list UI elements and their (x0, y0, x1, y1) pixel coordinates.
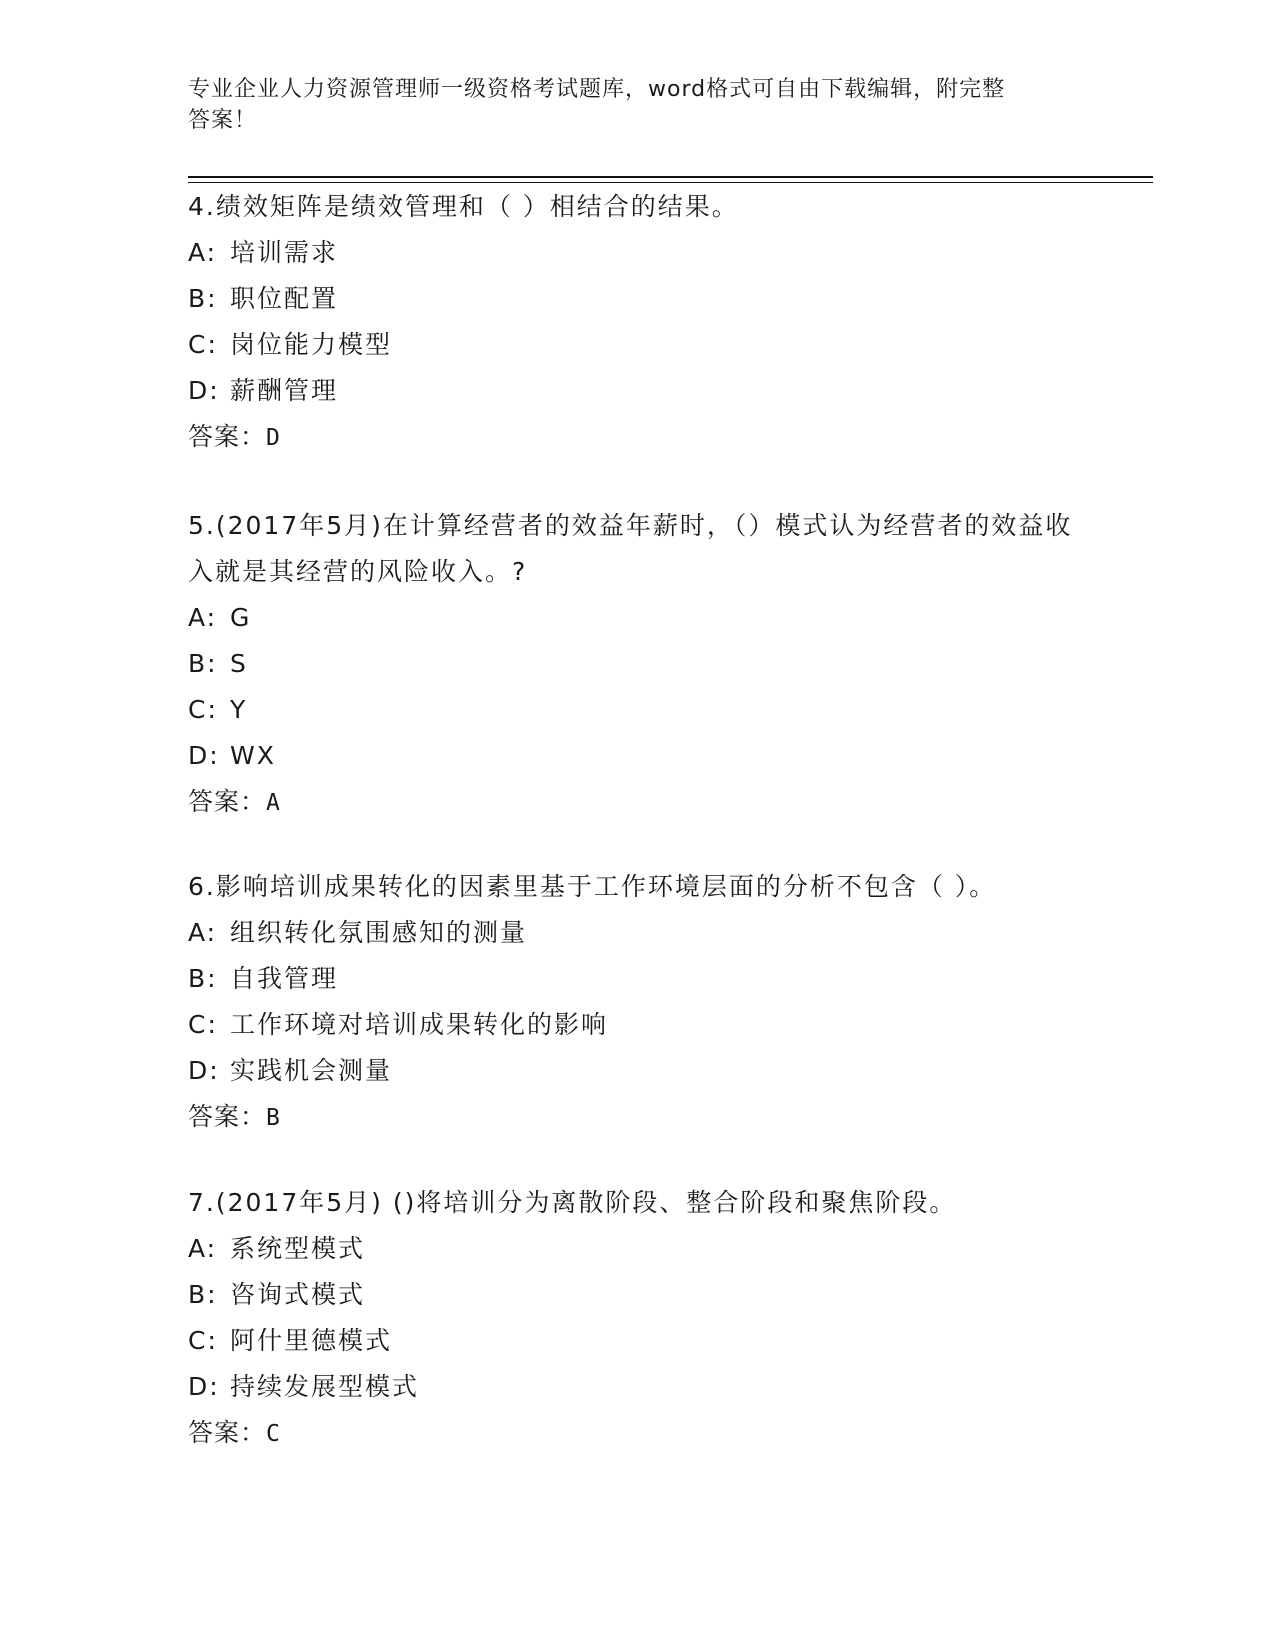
option-text: 薪酬管理 (230, 376, 339, 405)
question-stem: 7.(2017年5月) ()将培训分为离散阶段、整合阶段和聚焦阶段。 (188, 1188, 957, 1217)
option-text: 咨询式模式 (230, 1280, 366, 1309)
option-text: 阿什里德模式 (230, 1326, 393, 1355)
option-key: D: (188, 1372, 220, 1401)
option-c (188, 687, 1088, 733)
option-c (188, 1002, 1088, 1048)
header-line-2: 答案！ (188, 108, 258, 133)
question-block (188, 864, 1088, 1141)
answer-value: A (266, 790, 281, 816)
answer-label: 答案： (188, 1102, 267, 1131)
option-a (188, 910, 1088, 956)
option-d (188, 1048, 1088, 1094)
question-stem: 6.影响培训成果转化的因素里基于工作环境层面的分析不包含（ ）。 (188, 872, 997, 901)
option-key: B: (188, 964, 218, 993)
option-text: 岗位能力模型 (230, 330, 393, 359)
option-key: C: (188, 1010, 218, 1039)
document-header (188, 74, 1068, 136)
option-key: B: (188, 649, 218, 678)
option-key: A: (188, 603, 218, 632)
header-line-1: 专业企业人力资源管理师一级资格考试题库，word格式可自由下载编辑，附完整 (188, 77, 1006, 102)
option-text: 组织转化氛围感知的测量 (230, 918, 528, 947)
option-text: 职位配置 (230, 284, 339, 313)
question-stem: 5.(2017年5月)在计算经营者的效益年薪时，（）模式认为经营者的效益收入就是其经营的风险收入。? (188, 511, 1073, 586)
answer-label: 答案： (188, 787, 267, 816)
header-rule-thin (188, 182, 1153, 183)
option-key: C: (188, 1326, 218, 1355)
answer-label: 答案： (188, 1418, 267, 1447)
option-text: 系统型模式 (230, 1234, 366, 1263)
answer-line (188, 414, 1088, 461)
option-text: S (230, 649, 248, 678)
option-text: 自我管理 (230, 964, 339, 993)
option-key: A: (188, 1234, 218, 1263)
option-d (188, 368, 1088, 414)
answer-label: 答案： (188, 422, 267, 451)
option-text: G (230, 603, 252, 632)
option-c (188, 1318, 1088, 1364)
answer-value: D (266, 425, 281, 451)
option-text: Y (230, 695, 248, 724)
option-key: D: (188, 376, 220, 405)
option-key: D: (188, 1056, 220, 1085)
option-b (188, 1272, 1088, 1318)
question-stem: 4.绩效矩阵是绩效管理和（ ）相结合的结果。 (188, 192, 739, 221)
option-text: WX (230, 741, 276, 770)
option-key: A: (188, 918, 218, 947)
option-key: B: (188, 1280, 218, 1309)
option-key: A: (188, 238, 218, 267)
option-text: 持续发展型模式 (230, 1372, 420, 1401)
option-b (188, 641, 1088, 687)
question-block (188, 503, 1088, 826)
option-c (188, 322, 1088, 368)
option-text: 工作环境对培训成果转化的影响 (230, 1010, 609, 1039)
option-text: 培训需求 (230, 238, 339, 267)
header-rule-thick (188, 176, 1153, 178)
option-d (188, 733, 1088, 779)
option-text: 实践机会测量 (230, 1056, 393, 1085)
option-b (188, 956, 1088, 1002)
option-a (188, 1226, 1088, 1272)
option-a (188, 230, 1088, 276)
option-a (188, 595, 1088, 641)
option-key: C: (188, 330, 218, 359)
answer-line (188, 779, 1088, 826)
option-key: D: (188, 741, 220, 770)
answer-value: C (266, 1421, 281, 1447)
answer-value: B (266, 1105, 281, 1131)
question-block (188, 1180, 1088, 1457)
answer-line (188, 1410, 1088, 1457)
option-key: C: (188, 695, 218, 724)
option-b (188, 276, 1088, 322)
question-block (188, 184, 1088, 461)
option-key: B: (188, 284, 218, 313)
option-d (188, 1364, 1088, 1410)
answer-line (188, 1094, 1088, 1141)
